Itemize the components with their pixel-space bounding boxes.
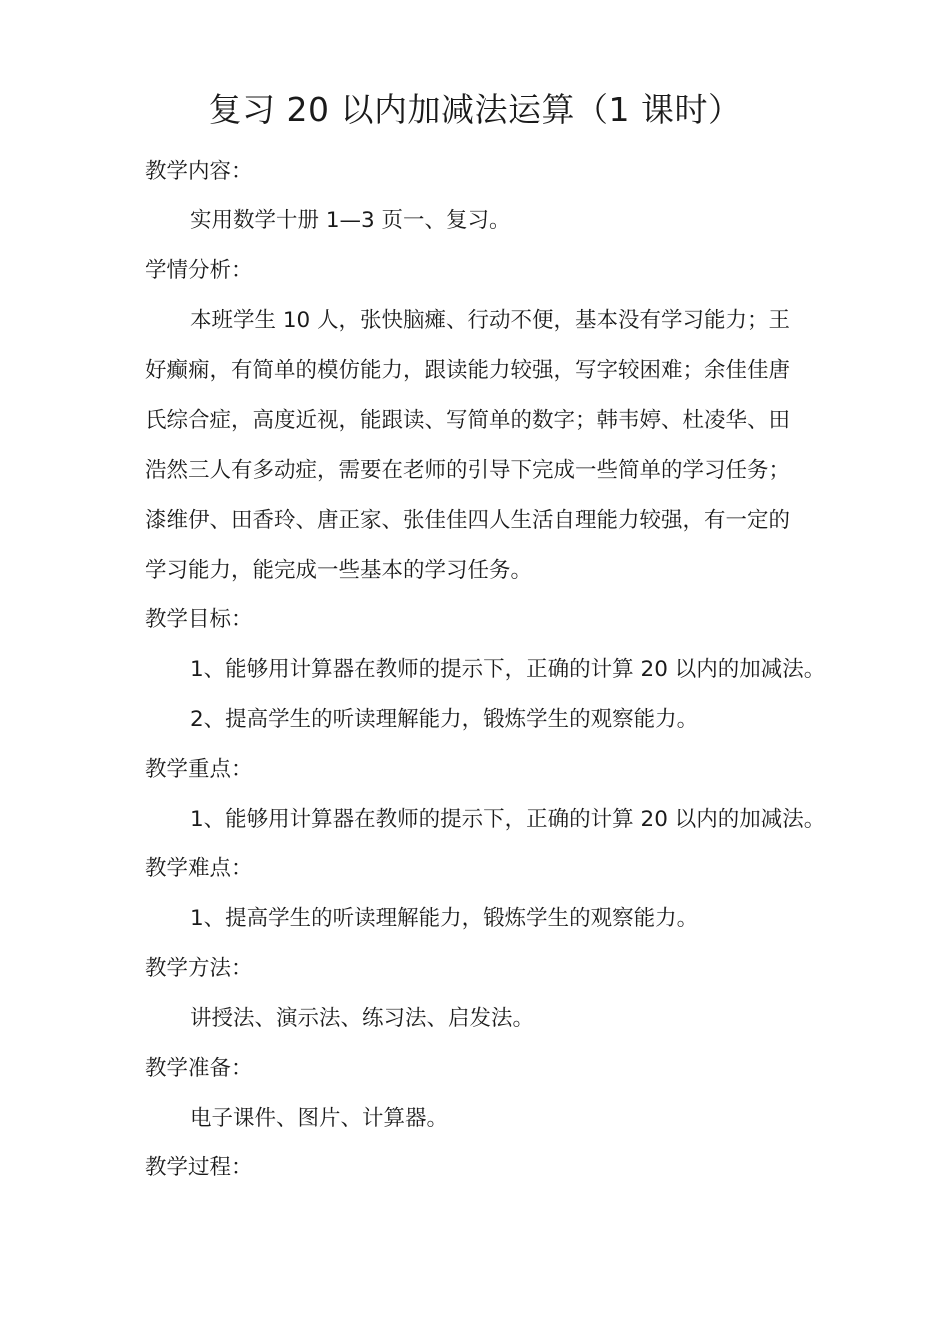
analysis-line: 氏综合症，高度近视，能跟读、写简单的数字；韩韦婷、杜凌华、田 bbox=[145, 408, 791, 433]
goal-item: 2、提高学生的听读理解能力，锻炼学生的观察能力。 bbox=[190, 707, 699, 732]
analysis-line: 本班学生 10 人，张快脑瘫、行动不便，基本没有学习能力；王 bbox=[190, 308, 791, 333]
section-heading-analysis: 学情分析： bbox=[145, 258, 253, 283]
goal-item: 1、能够用计算器在教师的提示下，正确的计算 20 以内的加减法。 bbox=[190, 657, 826, 682]
difficulty-item: 1、提高学生的听读理解能力，锻炼学生的观察能力。 bbox=[190, 906, 699, 931]
analysis-line: 漆维伊、田香玲、唐正家、张佳佳四人生活自理能力较强，有一定的 bbox=[145, 508, 791, 533]
document-title: 复习 20 以内加减法运算（1 课时） bbox=[208, 90, 742, 129]
section-heading-process: 教学过程： bbox=[145, 1155, 253, 1180]
section-heading-difficulty: 教学难点： bbox=[145, 856, 253, 881]
section-heading-key-point: 教学重点： bbox=[145, 757, 253, 782]
section-heading-method: 教学方法： bbox=[145, 956, 253, 981]
analysis-line: 学习能力，能完成一些基本的学习任务。 bbox=[145, 558, 533, 583]
analysis-line: 好癫痫，有简单的模仿能力，跟读能力较强，写字较困难；余佳佳唐 bbox=[145, 358, 791, 383]
key-point-item: 1、能够用计算器在教师的提示下，正确的计算 20 以内的加减法。 bbox=[190, 807, 826, 832]
section-heading-preparation: 教学准备： bbox=[145, 1056, 253, 1081]
content-text: 实用数学十册 1—3 页一、复习。 bbox=[190, 208, 511, 233]
section-heading-content: 教学内容： bbox=[145, 159, 253, 184]
method-text: 讲授法、演示法、练习法、启发法。 bbox=[190, 1006, 535, 1031]
section-heading-goals: 教学目标： bbox=[145, 607, 253, 632]
analysis-line: 浩然三人有多动症，需要在老师的引导下完成一些简单的学习任务； bbox=[145, 458, 791, 483]
preparation-text: 电子课件、图片、计算器。 bbox=[190, 1106, 449, 1131]
